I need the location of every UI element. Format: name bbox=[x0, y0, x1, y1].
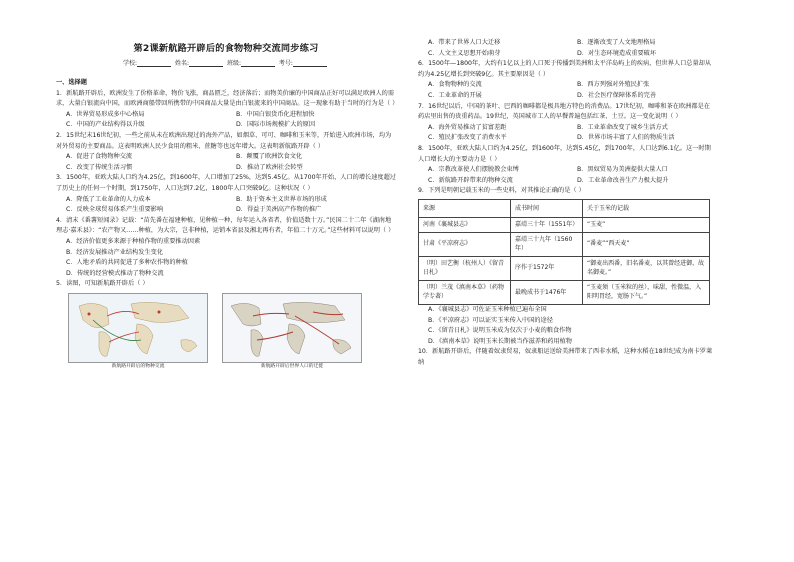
question-6: 6．1500年—1800年，大约有1亿以上的人口死于传播到美洲和太平洋岛屿上的疾病，但世界人口总量却从约为4.25亿增长到突破9亿。其主要原因是（ ） bbox=[418, 60, 712, 78]
table-cell: “番麦”“西天麦” bbox=[583, 232, 710, 256]
option-c[interactable]: C．殖民扩张改变了消费水平 bbox=[428, 134, 507, 142]
option-d[interactable]: D．社会医疗保障体系的完善 bbox=[577, 91, 657, 99]
option-d[interactable]: D．对生态环境造成重要破坏 bbox=[577, 49, 657, 57]
question-1: 1．新航路开辟后，欧洲发生了价格革命，物价飞涨，商品匮乏，经济落后；而物美价廉的中国商品正好可以满足欧洲人的需求，大量白银流向中国，而欧洲商船带回所携带的中国商品大量是由白银流来的中国商品。这一现象有助于当时的行为是（ ） bbox=[56, 89, 399, 108]
question-1-options bbox=[56, 110, 396, 131]
population-migration-map bbox=[222, 293, 362, 363]
option-d[interactable]: D．世界市场丰富了人们的物质生活 bbox=[577, 134, 675, 142]
class-label: 班级: bbox=[226, 60, 241, 67]
table-header: 关于玉米的记载 bbox=[583, 199, 710, 217]
map-caption-2: 新航路开辟后世界人口的迁徙 bbox=[260, 363, 324, 369]
table-cell: 嘉靖三十九年（1560年） bbox=[511, 232, 583, 256]
option-c[interactable]: C．改变了传统生活习惯 bbox=[66, 163, 133, 171]
table-header-row bbox=[419, 199, 710, 217]
option-a[interactable]: A．海外贸易推动了贫富差距 bbox=[428, 123, 507, 131]
map-figure-2 bbox=[222, 293, 362, 370]
option-c[interactable]: C．反映全球贸易体系产生重要影响 bbox=[66, 206, 164, 214]
question-9: 9．下列是明朝记载玉米的一些史料，对其推论正确的是（ ） bbox=[418, 187, 585, 195]
option-b[interactable]: B．颠覆了欧洲饮食文化 bbox=[236, 153, 303, 161]
question-2: 2．15世纪末16世纪初，一些之前从未在欧洲出现过的海外产品，如烟草、可可、咖啡和玉米等，开始进入欧洲市场，均为对外贸易的主要商品。这表明欧洲人民少食用的粗米、蔗糖等也远年增大。这表明新航路开辟（ ） bbox=[56, 131, 392, 150]
name-label: 姓名: bbox=[175, 60, 190, 67]
school-blank[interactable] bbox=[137, 60, 171, 67]
question-5-maps bbox=[56, 293, 396, 370]
question-9-options bbox=[418, 305, 716, 347]
table-cell: “玉麦” bbox=[583, 217, 710, 232]
option-b[interactable]: B．《平凉府志》可以证实玉米传入中国的途径 bbox=[428, 316, 553, 324]
option-b[interactable]: B．经济发展推动产业结构发生变化 bbox=[66, 248, 164, 256]
option-d[interactable]: D．工业革命改善生产力极大提升 bbox=[577, 176, 669, 184]
option-a[interactable]: A．食物物种的交流 bbox=[428, 81, 482, 89]
option-a[interactable]: A．经济价值更多来源于种植作物的重要推动因素 bbox=[66, 237, 201, 245]
table-cell: 河南《襄城县志》 bbox=[419, 217, 511, 232]
question-6-options bbox=[418, 80, 716, 101]
table-header: 来源 bbox=[419, 199, 511, 217]
name-blank[interactable] bbox=[189, 60, 223, 67]
table-row bbox=[419, 256, 710, 280]
table-cell: 最晚成书于1476年 bbox=[511, 280, 583, 304]
right-column bbox=[418, 38, 716, 369]
table-header: 成书时间 bbox=[511, 199, 583, 217]
question-3-options bbox=[56, 195, 396, 216]
option-c[interactable]: C．中国的产业结构得以升级 bbox=[66, 121, 145, 129]
table-cell: 嘉靖三十年（1551年） bbox=[511, 217, 583, 232]
table-row bbox=[419, 280, 710, 304]
question-7: 7．16世纪以后，中国的茶叶、巴西的咖啡都是极具地方特色的消费品。17世纪初，咖啡和茶在欧洲都是在药店里出售的贵重药品。19世纪，英国城市工人的早餐普遍包括红茶、土豆。这一变化说明（ ） bbox=[418, 102, 710, 121]
question-10: 10．新航路开辟后，伴随着奴隶贸易，奴隶船运送给美洲带来了西非水稻，这种水稻在18世纪成为南卡罗莱纳 bbox=[418, 348, 713, 367]
option-c[interactable]: C．人地矛盾的共同促进了多种农作物的种植 bbox=[66, 259, 188, 267]
question-8: 8．1500年，亚欧大陆人口约为4.25亿，到1600年，达到5.45亿，到1700年，人口达到6.1亿。这一时期人口增长大的主要动力是（ ） bbox=[418, 144, 711, 163]
option-c[interactable]: C．新航路开辟带来的物种交流 bbox=[428, 176, 513, 184]
left-column bbox=[56, 78, 399, 370]
option-a[interactable]: A．宗教改革使人们摆脱教会束缚 bbox=[428, 166, 519, 174]
student-info-line bbox=[56, 58, 396, 67]
option-b[interactable]: B．工业革命改变了城乡生活方式 bbox=[577, 123, 668, 131]
class-blank[interactable] bbox=[241, 60, 275, 67]
table-cell: 序作于1572年 bbox=[511, 256, 583, 280]
question-3: 3．1500年，亚欧大陆人口约为4.25亿，到1600年，人口增加了25%，达到5.45亿。从1700年开始，人口的增长速度超过了历史上的任何一个时期，到1750年，人口达到7.2亿，1800年人口突破9亿。这种状况（ ） bbox=[56, 174, 396, 192]
table-cell: （明）田艺衡（杭州人）《留青日札》 bbox=[419, 256, 511, 280]
question-5: 5．读图，可知新航路开辟后（ ） bbox=[56, 280, 149, 288]
number-blank[interactable] bbox=[293, 60, 327, 67]
option-b[interactable]: B．中国白银货币化进程加快 bbox=[236, 110, 315, 118]
school-label: 学校: bbox=[123, 60, 138, 67]
option-c[interactable]: C．《留青日札》说明玉米成为仅次于小麦的粮食作物 bbox=[428, 327, 572, 335]
option-c[interactable]: C．人文主义思想开始萌芽 bbox=[428, 49, 501, 57]
table-cell: 甘肃《平凉府志》 bbox=[419, 232, 511, 256]
table-cell: （明）兰茂《滇南本草》（药物学专著） bbox=[419, 280, 511, 304]
option-c[interactable]: C．工业革命的开展 bbox=[428, 91, 482, 99]
option-a[interactable]: A．世界贸易形成多中心格局 bbox=[66, 110, 145, 118]
page-title: 第2课新航路开辟后的食物物种交流同步练习 bbox=[133, 43, 319, 54]
question-4-options bbox=[56, 237, 396, 279]
question-2-options bbox=[56, 152, 396, 173]
section-heading: 一、选择题 bbox=[56, 79, 87, 86]
corn-records-table bbox=[418, 199, 710, 305]
option-a[interactable]: A．促进了食物物种交流 bbox=[66, 153, 133, 161]
number-label: 考号: bbox=[278, 60, 293, 67]
option-d[interactable]: D．得益于美洲高产作物的推广 bbox=[236, 206, 322, 214]
option-b[interactable]: B．助于资本主义世界市场的形成 bbox=[236, 195, 327, 203]
option-d[interactable]: D．推动了欧洲社会转型 bbox=[236, 163, 303, 171]
map-caption-1: 新航路开辟后的物种交流 bbox=[111, 363, 165, 369]
option-b[interactable]: B．黑奴贸易为美洲提供大量人口 bbox=[577, 166, 668, 174]
option-b[interactable]: B．逐渐改变了人文地理格局 bbox=[577, 39, 656, 46]
option-a[interactable]: A．带来了世界人口大迁移 bbox=[428, 39, 501, 46]
table-cell: “玉麦须（玉米粒的丝），味甜，性微温，入阳明胃经，宽肠下气。” bbox=[583, 280, 710, 304]
question-7-options bbox=[418, 123, 716, 144]
table-row bbox=[419, 232, 710, 256]
table-row bbox=[419, 217, 710, 232]
option-a[interactable]: A．降低了工业革命的人力成本 bbox=[66, 195, 151, 203]
option-a[interactable]: A．《襄城县志》可佐证玉米种植已遍布全国 bbox=[428, 306, 547, 314]
question-8-options bbox=[418, 165, 716, 186]
option-d[interactable]: D．《滇南本草》说明玉米长期被当作滋养和药用植物 bbox=[428, 337, 572, 345]
option-d[interactable]: D．国际市场规模扩大的原因 bbox=[236, 121, 316, 129]
option-b[interactable]: B．西方列强对外殖民扩张 bbox=[577, 81, 650, 89]
question-5-options bbox=[418, 38, 716, 59]
option-d[interactable]: D．传统的经营模式推动了物种交流 bbox=[66, 269, 164, 277]
question-4: 4．清末《番薯短闻录》记载：“苗先番在福建种植，见种植一种，每年运入各省者，价值适数十万。”民国二十二年《湖南地理志·嘉禾县》：“农产物又……种植，为大宗，岂非种植，运销本省县及湘北再有者，年值二十万元。”这些材料可以说明（ ） bbox=[56, 216, 395, 235]
map-figure-1 bbox=[68, 293, 208, 370]
table-cell: “御麦出西番，旧名番麦，以其曾经进御，故名御麦。” bbox=[583, 256, 710, 280]
species-exchange-map bbox=[68, 293, 208, 363]
